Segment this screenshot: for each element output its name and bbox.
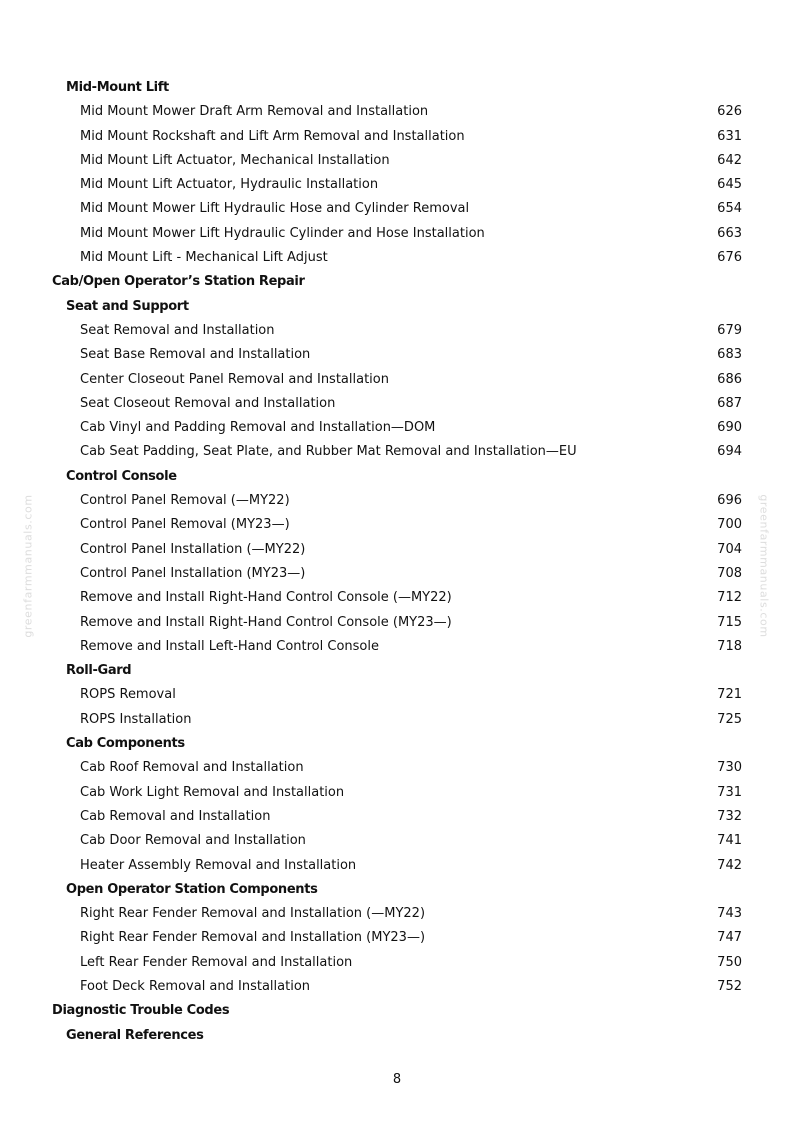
toc-subsection bbox=[0, 465, 794, 489]
toc-entry-title: Cab Removal and Installation bbox=[80, 808, 271, 824]
toc-entry[interactable] bbox=[0, 635, 794, 659]
toc-page-number: 654 bbox=[717, 201, 742, 217]
toc-entry-title: Remove and Install Right-Hand Control Console (—MY22) bbox=[80, 590, 452, 606]
toc-page-number: 725 bbox=[717, 711, 742, 727]
toc-page-number: 712 bbox=[717, 590, 742, 606]
toc-section-title: Diagnostic Trouble Codes bbox=[52, 1003, 230, 1019]
toc-page-number: 676 bbox=[717, 250, 742, 266]
toc-entry-title: Control Panel Installation (MY23—) bbox=[80, 565, 306, 581]
toc-subsection bbox=[0, 295, 794, 319]
toc-entry[interactable] bbox=[0, 100, 794, 124]
toc-entry-title: Cab Vinyl and Padding Removal and Installation—DOM bbox=[80, 420, 436, 436]
toc-entry-title: Seat Base Removal and Installation bbox=[80, 347, 311, 363]
toc-entry-title: Seat Removal and Installation bbox=[80, 322, 275, 338]
toc-entry[interactable] bbox=[0, 125, 794, 149]
toc-subsection bbox=[0, 659, 794, 683]
toc-subsection bbox=[0, 732, 794, 756]
toc-entry-title: Mid Mount Rockshaft and Lift Arm Removal and Installation bbox=[80, 128, 465, 144]
toc-entry[interactable] bbox=[0, 854, 794, 878]
toc-entry[interactable] bbox=[0, 562, 794, 586]
page-number: 8 bbox=[392, 1072, 402, 1087]
toc-entry[interactable] bbox=[0, 538, 794, 562]
toc-entry[interactable] bbox=[0, 173, 794, 197]
toc-page-number: 626 bbox=[717, 104, 742, 120]
toc-page-number: 683 bbox=[717, 347, 742, 363]
toc-entry-title: Control Panel Removal (MY23—) bbox=[80, 517, 290, 533]
toc-entry-title: Control Panel Installation (—MY22) bbox=[80, 541, 306, 557]
toc-entry[interactable] bbox=[0, 781, 794, 805]
toc-page-number: 750 bbox=[717, 954, 742, 970]
toc-entry-title: Mid Mount Mower Lift Hydraulic Cylinder and Hose Installation bbox=[80, 225, 485, 241]
toc-page-number: 731 bbox=[717, 784, 742, 800]
toc-page-number: 631 bbox=[717, 128, 742, 144]
toc-entry-title: Heater Assembly Removal and Installation bbox=[80, 857, 357, 873]
toc-subsection-title: Seat and Support bbox=[66, 298, 189, 314]
toc-entry-title: Left Rear Fender Removal and Installation bbox=[80, 954, 353, 970]
toc-entry-title: Mid Mount Lift - Mechanical Lift Adjust bbox=[80, 250, 328, 266]
toc-subsection-title: Control Console bbox=[66, 468, 177, 484]
toc-entry[interactable] bbox=[0, 368, 794, 392]
toc-subsection bbox=[0, 878, 794, 902]
toc-entry[interactable] bbox=[0, 319, 794, 343]
toc-entry[interactable] bbox=[0, 222, 794, 246]
toc-entry-title: ROPS Removal bbox=[80, 687, 176, 703]
toc-entry[interactable] bbox=[0, 611, 794, 635]
watermark-right: greenfarmmanuals.com bbox=[757, 494, 771, 638]
toc-page-number: 708 bbox=[717, 565, 742, 581]
toc-entry[interactable] bbox=[0, 489, 794, 513]
toc-entry[interactable] bbox=[0, 197, 794, 221]
toc-subsection-title: General References bbox=[66, 1027, 204, 1043]
toc-section-title: Cab/Open Operator’s Station Repair bbox=[52, 274, 305, 290]
toc-entry-title: Cab Door Removal and Installation bbox=[80, 833, 306, 849]
toc-page-number: 718 bbox=[717, 638, 742, 654]
toc-entry-title: Foot Deck Removal and Installation bbox=[80, 978, 311, 994]
toc-entry[interactable] bbox=[0, 683, 794, 707]
toc-page-number: 686 bbox=[717, 371, 742, 387]
toc-page-number: 742 bbox=[717, 857, 742, 873]
watermark-left: greenfarmmanuals.com bbox=[21, 494, 35, 638]
toc-page-number: 704 bbox=[717, 541, 742, 557]
toc-page-number: 747 bbox=[717, 930, 742, 946]
toc-entry[interactable] bbox=[0, 926, 794, 950]
toc-page-number: 752 bbox=[717, 978, 742, 994]
toc-entry[interactable] bbox=[0, 343, 794, 367]
toc-entry-title: Right Rear Fender Removal and Installation (—MY22) bbox=[80, 906, 426, 922]
toc-entry[interactable] bbox=[0, 440, 794, 464]
toc-entry-title: Mid Mount Lift Actuator, Mechanical Installation bbox=[80, 152, 390, 168]
toc-entry-title: Mid Mount Lift Actuator, Hydraulic Installation bbox=[80, 177, 379, 193]
toc-page-number: 663 bbox=[717, 225, 742, 241]
toc-subsection-title: Open Operator Station Components bbox=[66, 881, 318, 897]
toc-page-number: 694 bbox=[717, 444, 742, 460]
toc-entry-title: Control Panel Removal (—MY22) bbox=[80, 493, 290, 509]
toc-entry[interactable] bbox=[0, 416, 794, 440]
toc-page-number: 741 bbox=[717, 833, 742, 849]
toc-entry-title: Remove and Install Right-Hand Control Console (MY23—) bbox=[80, 614, 452, 630]
toc-entry[interactable] bbox=[0, 756, 794, 780]
toc-subsection-title: Roll-Gard bbox=[66, 663, 132, 679]
toc-entry[interactable] bbox=[0, 513, 794, 537]
toc-entry-title: Right Rear Fender Removal and Installation (MY23—) bbox=[80, 930, 426, 946]
toc-entry[interactable] bbox=[0, 951, 794, 975]
toc-page-number: 690 bbox=[717, 420, 742, 436]
toc-entry-title: Mid Mount Mower Draft Arm Removal and Installation bbox=[80, 104, 429, 120]
toc-entry[interactable] bbox=[0, 902, 794, 926]
toc-page-number: 743 bbox=[717, 906, 742, 922]
toc-entry[interactable] bbox=[0, 586, 794, 610]
toc-entry-title: Mid Mount Mower Lift Hydraulic Hose and Cylinder Removal bbox=[80, 201, 470, 217]
toc-page-number: 696 bbox=[717, 493, 742, 509]
toc-page-number: 730 bbox=[717, 760, 742, 776]
toc-page-number: 679 bbox=[717, 322, 742, 338]
toc-subsection-title: Cab Components bbox=[66, 736, 185, 752]
toc-page-number: 687 bbox=[717, 395, 742, 411]
toc-page-number: 645 bbox=[717, 177, 742, 193]
toc-page-number: 721 bbox=[717, 687, 742, 703]
toc-page-number: 732 bbox=[717, 808, 742, 824]
toc-page-number: 700 bbox=[717, 517, 742, 533]
toc-entry[interactable] bbox=[0, 805, 794, 829]
toc-entry-title: Cab Seat Padding, Seat Plate, and Rubber Mat Removal and Installation—EU bbox=[80, 444, 577, 460]
table-of-contents bbox=[0, 76, 794, 1048]
toc-subsection-title: Mid-Mount Lift bbox=[66, 80, 169, 95]
toc-entry-title: ROPS Installation bbox=[80, 711, 192, 727]
toc-entry-title: Cab Work Light Removal and Installation bbox=[80, 784, 345, 800]
toc-entry-title: Cab Roof Removal and Installation bbox=[80, 760, 304, 776]
toc-subsection bbox=[0, 1024, 794, 1048]
toc-entry[interactable] bbox=[0, 392, 794, 416]
toc-entry[interactable] bbox=[0, 829, 794, 853]
toc-section bbox=[0, 999, 794, 1023]
toc-entry[interactable] bbox=[0, 149, 794, 173]
toc-entry[interactable] bbox=[0, 708, 794, 732]
toc-page-number: 715 bbox=[717, 614, 742, 630]
toc-page-number: 642 bbox=[717, 152, 742, 168]
toc-subsection bbox=[0, 76, 794, 100]
toc-entry-title: Seat Closeout Removal and Installation bbox=[80, 395, 336, 411]
toc-entry-title: Center Closeout Panel Removal and Installation bbox=[80, 371, 389, 387]
toc-entry[interactable] bbox=[0, 975, 794, 999]
toc-section bbox=[0, 270, 794, 294]
toc-entry-title: Remove and Install Left-Hand Control Console bbox=[80, 638, 379, 654]
toc-entry[interactable] bbox=[0, 246, 794, 270]
